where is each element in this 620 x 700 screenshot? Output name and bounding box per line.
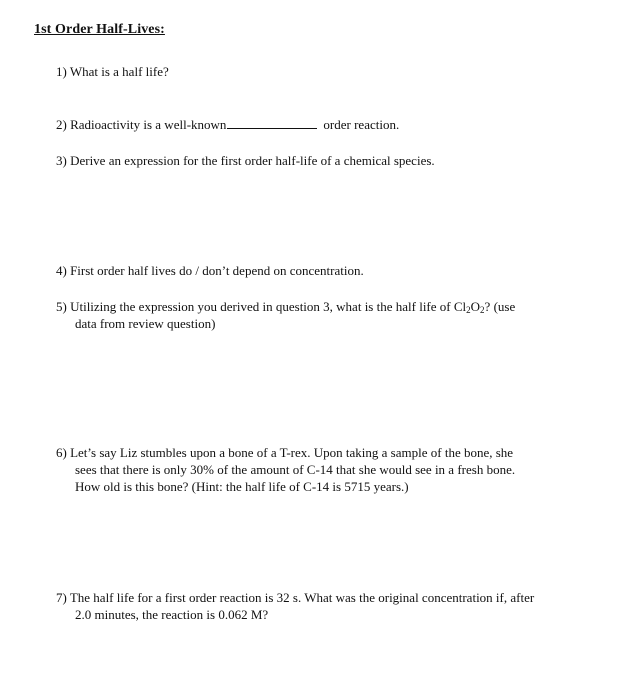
- question-2: [56, 116, 566, 133]
- question-5-line-1: 5) Utilizing the expression you derived in question 3, what is the half life of $Cl_2O_2$? (use: [56, 299, 516, 315]
- question-6-line-1: 6) Let’s say Liz stumbles upon a bone of a T-rex. Upon taking a sample of the bone, she: [56, 445, 514, 460]
- section-heading: 1st Order Half-Lives:: [34, 22, 165, 37]
- question-3: [56, 152, 566, 169]
- question-5-line-2: data from review question): [75, 316, 216, 331]
- question-7-line-1: 7) The half life for a first order reaction is 32 s. What was the original concentration if, after: [56, 590, 535, 605]
- question-4-text: 4) First order half lives do / don’t depend on concentration.: [56, 263, 364, 278]
- question-6-line-2: sees that there is only 30% of the amount of C-14 that she would see in a fresh bone.: [75, 462, 516, 477]
- question-6-line-3: How old is this bone? (Hint: the half life of C-14 is 5715 years.): [75, 479, 409, 494]
- question-1-text: 1) What is a half life?: [56, 64, 169, 79]
- question-4: [56, 262, 566, 279]
- question-3-text: 3) Derive an expression for the first order half-life of a chemical species.: [56, 153, 435, 168]
- question-7-line-2: 2.0 minutes, the reaction is 0.062 M?: [75, 607, 269, 622]
- question-7: [56, 589, 566, 623]
- answer-blank: [227, 117, 317, 129]
- question-5: [56, 298, 566, 332]
- question-1: [56, 63, 566, 80]
- question-2-text-after: order reaction.: [323, 117, 400, 132]
- question-6: [56, 444, 566, 495]
- question-2-text-before: 2) Radioactivity is a well-known: [56, 117, 227, 132]
